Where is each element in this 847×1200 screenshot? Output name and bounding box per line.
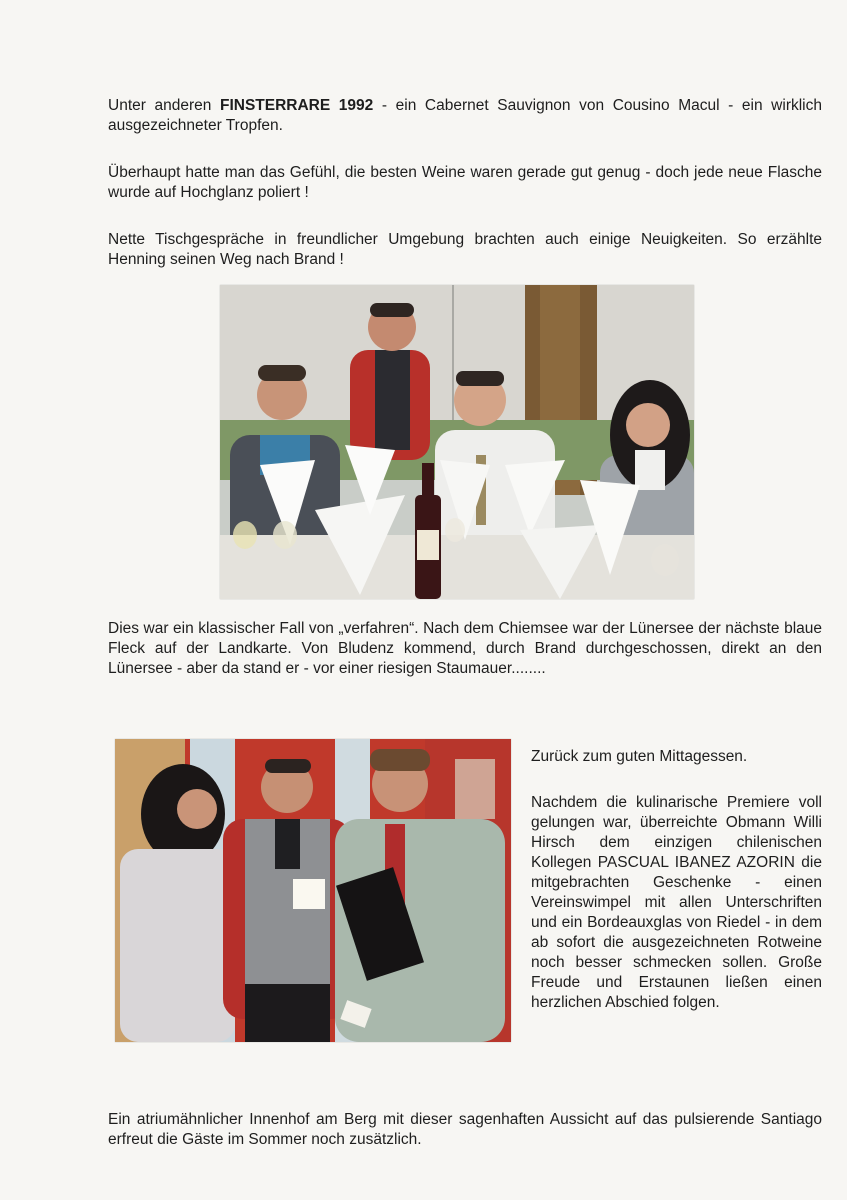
side-body: Nachdem die kulinarische Premiere voll gelungen war, überreichte Obmann Willi Hirsch dem einzigen chilenischen Kollegen PASCUAL IBANEZ AZORIN die mitgebrachten Geschenke - einen Vereinswimpel mit allen Unterschriften und ein Bordeauxglas von Riedel - in dem ab sofort die ausgezeichneten Rotweine noch besser schmecken sollen. Große Freude und Erstaunen ließen einen herzlichen Abschied folgen. xyxy=(531,794,822,1011)
paragraph-detour: Dies war ein klassischer Fall von „verfahren“. Nach dem Chiemsee war der Lünersee der nächste blaue Fleck auf der Landkarte. Von Bludenz kommend, durch Brand durchgeschossen, direkt an den Lünersee - aber da stand er - vor einer riesigen Staumauer........ xyxy=(108,620,822,677)
dinner-table-photo xyxy=(220,285,694,599)
gift-presentation-photo xyxy=(115,739,511,1042)
gift-presentation-image xyxy=(115,739,511,1042)
paragraph-wine-prefix: Unter anderen xyxy=(108,97,220,114)
dinner-table-image xyxy=(220,285,694,599)
paragraph-wine-suffix: - ein Cabernet Sauvignon von Cousino Macul - ein wirklich ausgezeichneter Tropfen. xyxy=(108,97,822,134)
paragraph-wine xyxy=(108,96,822,136)
paragraph-table-talk: Nette Tischgespräche in freundlicher Umgebung brachten auch einige Neuigkeiten. So erzählte Henning seinen Weg nach Brand ! xyxy=(108,231,822,268)
paragraph-courtyard: Ein atriumähnlicher Innenhof am Berg mit dieser sagenhaften Aussicht auf das pulsierende Santiago erfreut die Gäste im Sommer noch zusätzlich. xyxy=(108,1111,822,1148)
side-heading: Zurück zum guten Mittagessen. xyxy=(531,748,748,765)
paragraph-bottles: Überhaupt hatte man das Gefühl, die besten Weine waren gerade gut genug - doch jede neue Flasche wurde auf Hochglanz poliert ! xyxy=(108,164,822,201)
wine-name: FINSTERRARE 1992 xyxy=(219,97,374,114)
